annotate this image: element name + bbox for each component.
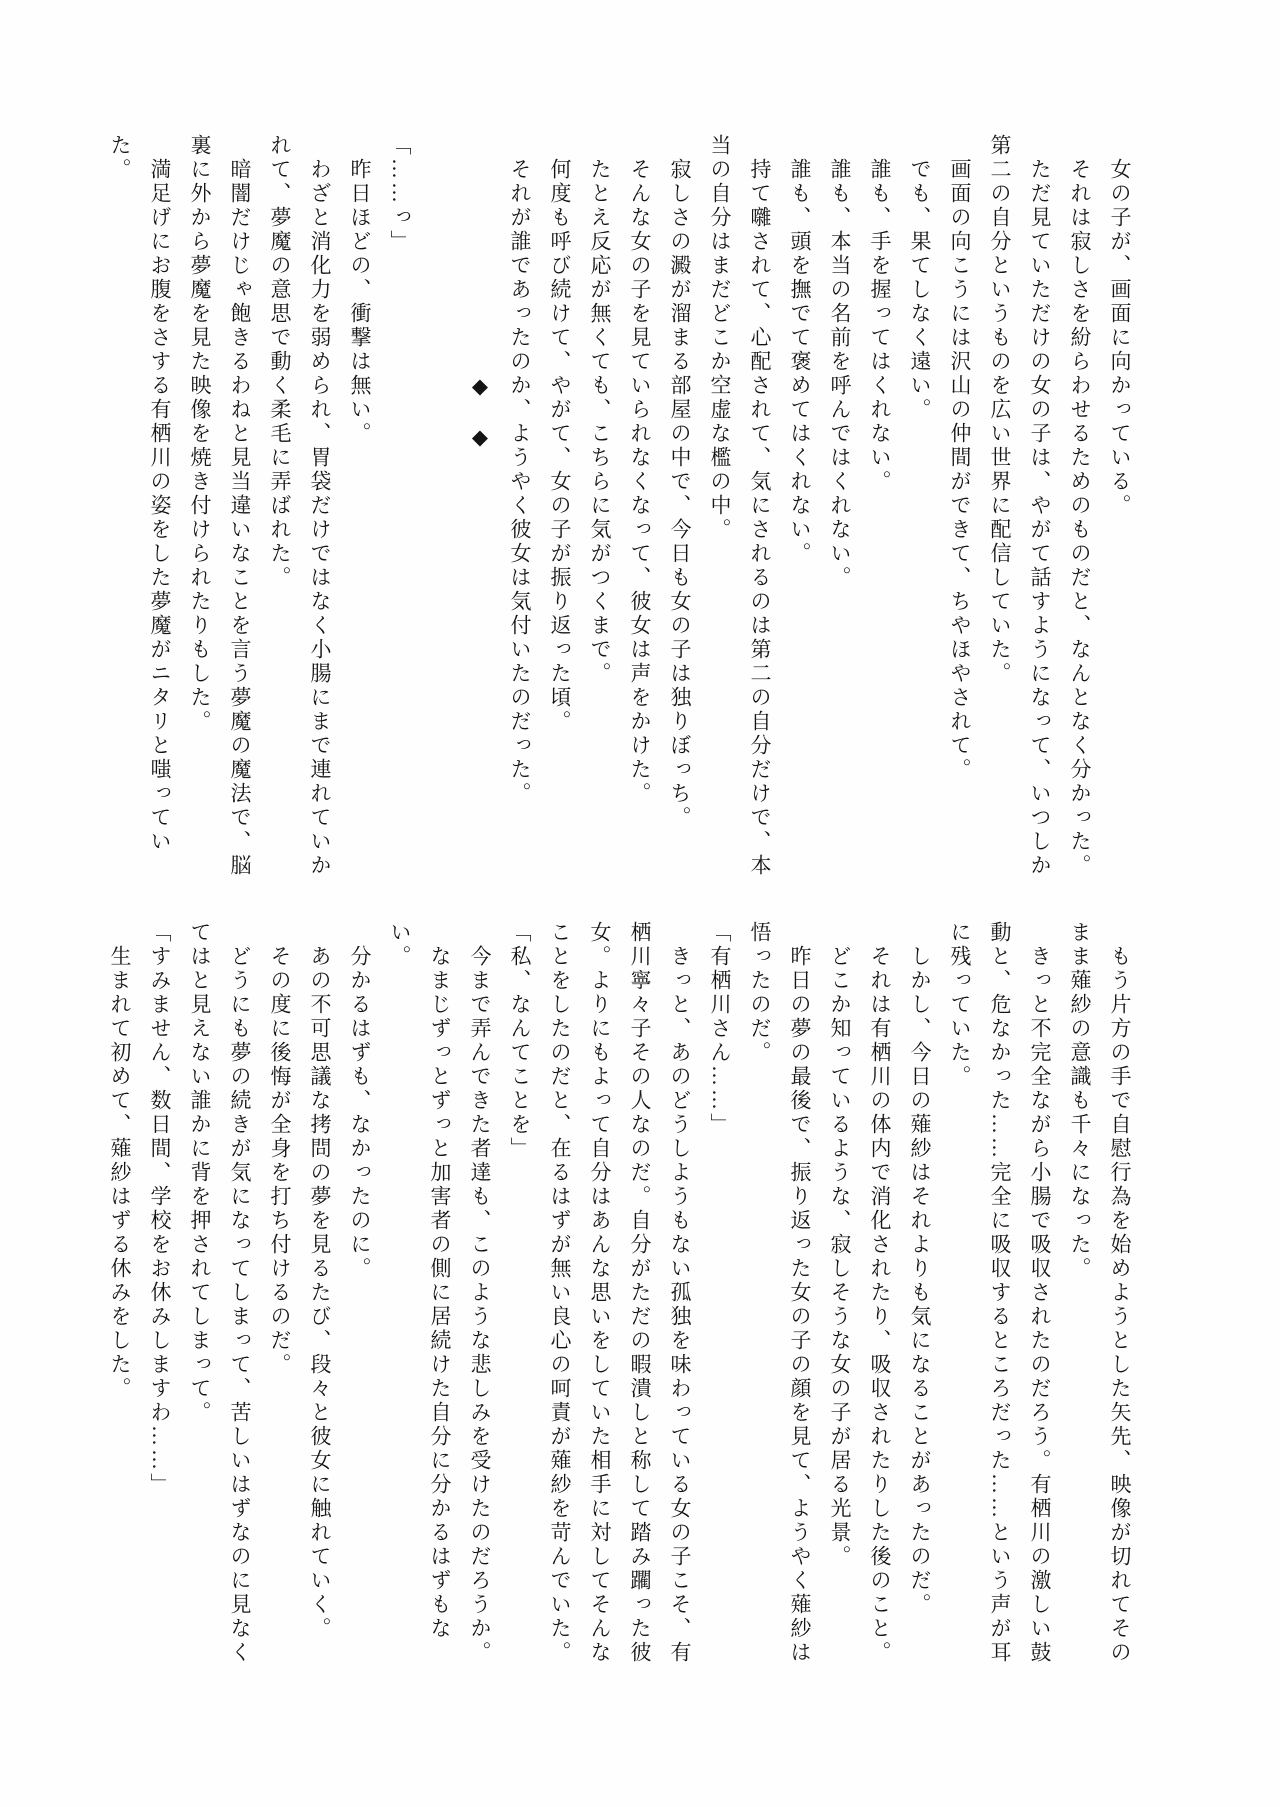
- paragraph-line: きっと、あのどうしようもない孤独を味わっている女の子こそ、有栖川寧々子その人なのだ。自分がただの暇潰しと称して踏み躙った彼女。よりにもよって自分はあんな思いをしていた相手に対してそんなことをしたのだと、在るはずが無い良心の呵責が薙紗を苛んでいた。: [548, 921, 692, 1665]
- paragraph-line: 画面の向こうには沢山の仲間ができて、ちやほやされて。: [948, 134, 972, 782]
- paragraph-line: 昨日ほどの、衝撃は無い。: [348, 134, 372, 446]
- paragraph-line: 女の子が、画面に向かっている。: [1108, 134, 1132, 518]
- paragraph-line: その度に後悔が全身を打ち付けるのだ。: [268, 921, 292, 1377]
- paragraph-line: もう片方の手で自慰行為を始めようとした矢先、映像が切れてそのまま薙紗の意識も千々になった。: [1068, 921, 1132, 1665]
- paragraph-line: [420, 134, 460, 880]
- paragraph-line: あの不可思議な拷問の夢を見るたび、段々と彼女に触れていく。: [308, 921, 332, 1641]
- paragraph-line: 「すみません、数日間、学校をお休みしますわ……」: [148, 921, 172, 1497]
- paragraph-line: 何度も呼び続けて、やがて、女の子が振り返った頃。: [548, 134, 572, 734]
- paragraph-line: 誰も、手を握ってはくれない。: [868, 134, 892, 494]
- paragraph-line: なまじずっとずっと加害者の側に居続けた自分に分かるはずもない。: [388, 921, 452, 1641]
- paragraph-line: 誰も、本当の名前を呼んではくれない。: [828, 134, 852, 590]
- paragraph-line: 誰も、頭を撫でて褒めてはくれない。: [788, 134, 812, 566]
- paragraph-line: 暗闇だけじゃ飽きるわねと見当違いなことを言う夢魔の魔法で、脳裏に外から夢魔を見た映像を焼き付けられたりもした。: [188, 134, 252, 878]
- paragraph-line: そんな女の子を見ていられなくなって、彼女は声をかけた。: [628, 134, 652, 806]
- paragraph-line: わざと消化力を弱められ、胃袋だけではなく小腸にまで連れていかれて、夢魔の意思で動く柔毛に弄ばれた。: [268, 134, 332, 878]
- paragraph-line: ただ見ていただけの女の子は、やがて話すようになって、いつしか第二の自分というものを広い世界に配信していた。: [988, 134, 1052, 878]
- paragraph-line: 分かるはずも、なかったのに。: [348, 921, 372, 1281]
- paragraph-line: 今まで弄んできた者達も、このような悲しみを受けたのだろうか。: [468, 921, 492, 1665]
- paragraph-line: どうにも夢の続きが気になってしまって、苦しいはずなのに見なくてはと見えない誰かに背を押されてしまって。: [188, 921, 252, 1665]
- paragraph-line: しかし、今日の薙紗はそれよりも気になることがあったのだ。: [908, 921, 932, 1617]
- paragraph-line: どこか知っているような、寂しそうな女の子が居る光景。: [828, 921, 852, 1569]
- bottom-text-block: [108, 921, 1140, 1667]
- paragraph-line: それは有栖川の体内で消化されたり、吸収されたりした後のこと。: [868, 921, 892, 1665]
- paragraph-line: 寂しさの澱が溜まる部屋の中で、今日も女の子は独りぼっち。: [668, 134, 692, 830]
- top-text-block: [108, 134, 1140, 880]
- paragraph-line: 満足げにお腹をさする有栖川の姿をした夢魔がニタリと嗤っていた。: [108, 134, 172, 854]
- paragraph-line: でも、果てしなく遠い。: [908, 134, 932, 422]
- paragraph-line: 「私、なんてことを」: [508, 921, 532, 1161]
- paragraph-line: きっと不完全ながら小腸で吸収されたのだろう。有栖川の激しい鼓動と、危なかった……完全に吸収するところだった……という声が耳に残っていた。: [948, 921, 1052, 1665]
- paragraph-line: 昨日の夢の最後で、振り返った女の子の顔を見て、ようやく薙紗は悟ったのだ。: [748, 921, 812, 1665]
- paragraph-line: たとえ反応が無くても、こちらに気がつくまで。: [588, 134, 612, 686]
- paragraph-line: 生まれて初めて、薙紗はずる休みをした。: [108, 921, 132, 1401]
- paragraph-line: 「有栖川さん……」: [708, 921, 732, 1137]
- paragraph-line: 「……っ」: [388, 134, 412, 254]
- paragraph-line: それは寂しさを紛らわせるためのものだと、なんとなく分かった。: [1068, 134, 1092, 878]
- paragraph-line: 持て囃されて、心配されて、気にされるのは第二の自分だけで、本当の自分はまだどこか空虚な檻の中。: [708, 134, 772, 878]
- scene-break-line: ◆ ◆: [468, 134, 492, 452]
- paragraph-line: それが誰であったのか、ようやく彼女は気付いたのだった。: [508, 134, 532, 806]
